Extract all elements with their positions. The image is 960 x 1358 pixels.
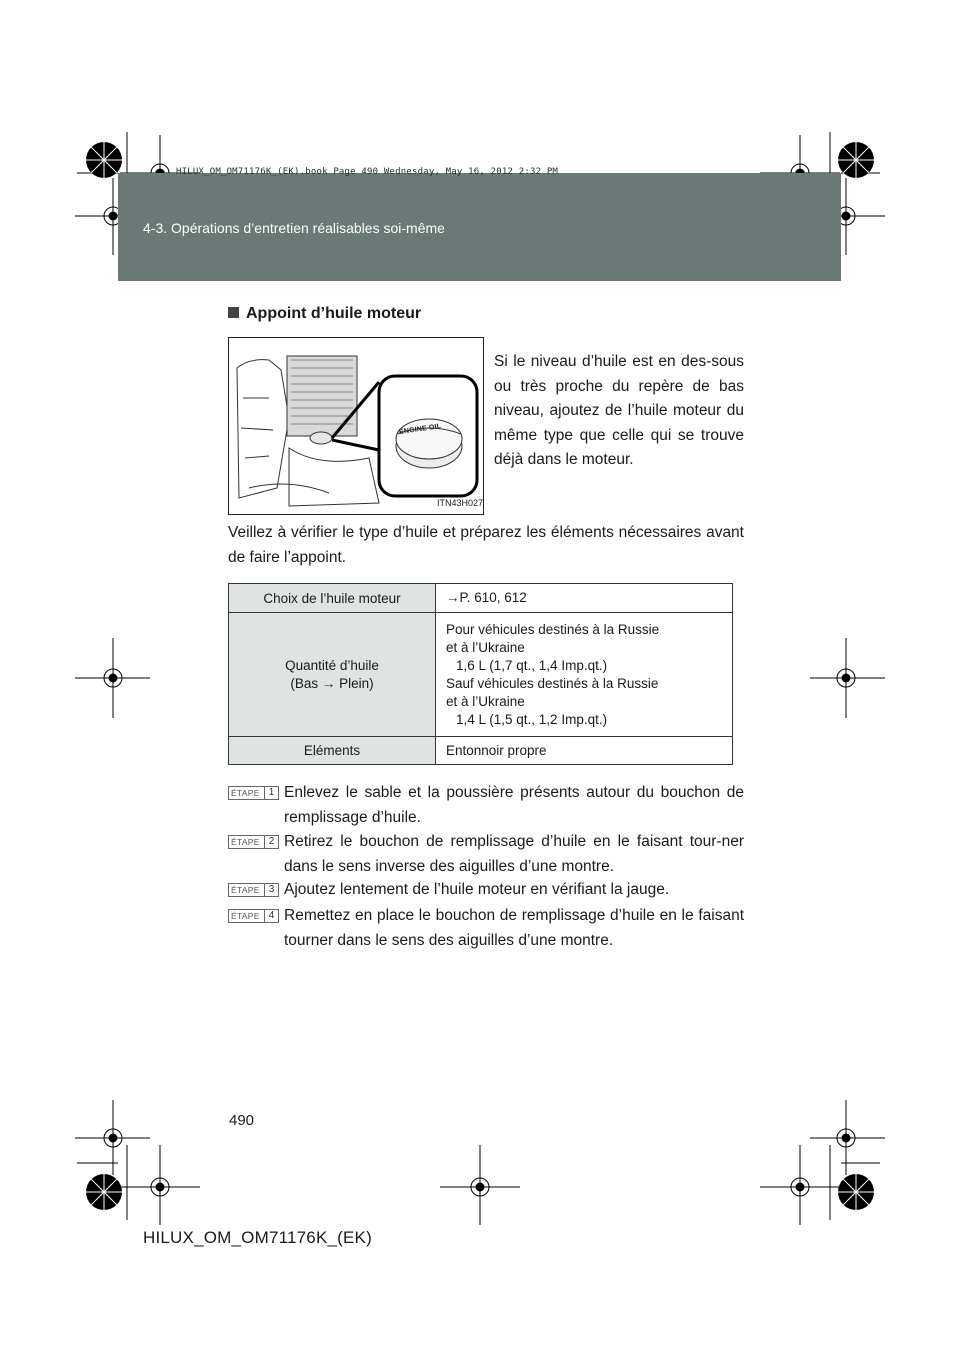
figure-code: ITN43H027	[437, 498, 484, 508]
table-value-cell	[436, 613, 733, 737]
value-line: 1,4 L (1,5 qt., 1,2 Imp.qt.)	[456, 711, 608, 727]
square-bullet-icon	[228, 307, 239, 318]
step-tag-label: ÉTAPE	[231, 788, 260, 798]
table-row	[229, 737, 733, 765]
engine-illustration	[229, 338, 483, 514]
table-value-cell: Entonnoir propre	[436, 737, 733, 765]
value-line: et à l’Ukraine	[446, 639, 525, 655]
value-line: Sauf véhicules destinés à la Russie	[446, 675, 659, 691]
step-number: 2	[264, 836, 278, 848]
step-tag-label: ÉTAPE	[231, 885, 260, 895]
step-number: 1	[264, 787, 278, 799]
oil-cap-label: ENGINE OIL	[398, 423, 442, 436]
step-item	[228, 878, 744, 903]
table-header-cell	[229, 613, 436, 737]
section-heading	[228, 305, 421, 323]
heading-text: Appoint d’huile moteur	[246, 305, 422, 322]
step-badge	[228, 909, 279, 923]
step-item	[228, 830, 744, 879]
value-line: 1,6 L (1,7 qt., 1,4 Imp.qt.)	[456, 657, 608, 673]
step-item	[228, 781, 744, 830]
book-stamp: HILUX_OM_OM71176K_(EK).book Page 490 Wednesday, May 16, 2012 2:32 PM	[176, 167, 559, 177]
step-number: 4	[264, 910, 278, 922]
table-value-cell: →P. 610, 612	[436, 584, 733, 613]
note-paragraph: Veillez à vérifier le type d’huile et préparez les éléments nécessaires avant de faire l’appoint.	[228, 524, 744, 566]
table-row	[229, 613, 733, 737]
step-tag-label: ÉTAPE	[231, 911, 260, 921]
step-item	[228, 904, 744, 953]
step-text: Ajoutez lentement de l’huile moteur en vérifiant la jauge.	[284, 881, 670, 898]
table-row	[229, 584, 733, 613]
value-line: et à l’Ukraine	[446, 693, 525, 709]
step-text: Remettez en place le bouchon de remplissage d’huile en le faisant tourner dans le sens des aiguilles d’une montre.	[284, 907, 744, 949]
step-text: Enlevez le sable et la poussière présents autour du bouchon de remplissage d’huile.	[284, 784, 744, 826]
section-title: 4-3. Opérations d’entretien réalisables soi-même	[143, 220, 445, 236]
engine-oil-cap-figure	[228, 337, 484, 515]
value-line: Pour véhicules destinés à la Russie	[446, 621, 660, 637]
step-number: 3	[264, 884, 278, 896]
step-badge	[228, 835, 279, 849]
step-text: Retirez le bouchon de remplissage d’huile en le faisant tour-ner dans le sens inverse des aiguilles d’une montre.	[284, 833, 744, 875]
header-line: (Bas → Plein)	[290, 675, 374, 691]
step-badge	[228, 786, 279, 800]
oil-spec-table	[228, 583, 733, 765]
step-tag-label: ÉTAPE	[231, 837, 260, 847]
table-header-cell: Eléments	[229, 737, 436, 765]
intro-paragraph: Si le niveau d’huile est en des-sous ou très proche du repère de bas niveau, ajoutez de l’huile moteur du même type que celle qui se trouve déjà dans le moteur.	[494, 353, 744, 468]
table-header-cell: Choix de l’huile moteur	[229, 584, 436, 613]
footer-code: HILUX_OM_OM71176K_(EK)	[143, 1228, 372, 1247]
step-badge	[228, 883, 279, 897]
header-line: Quantité d’huile	[285, 657, 379, 673]
page-number: 490	[229, 1112, 255, 1129]
